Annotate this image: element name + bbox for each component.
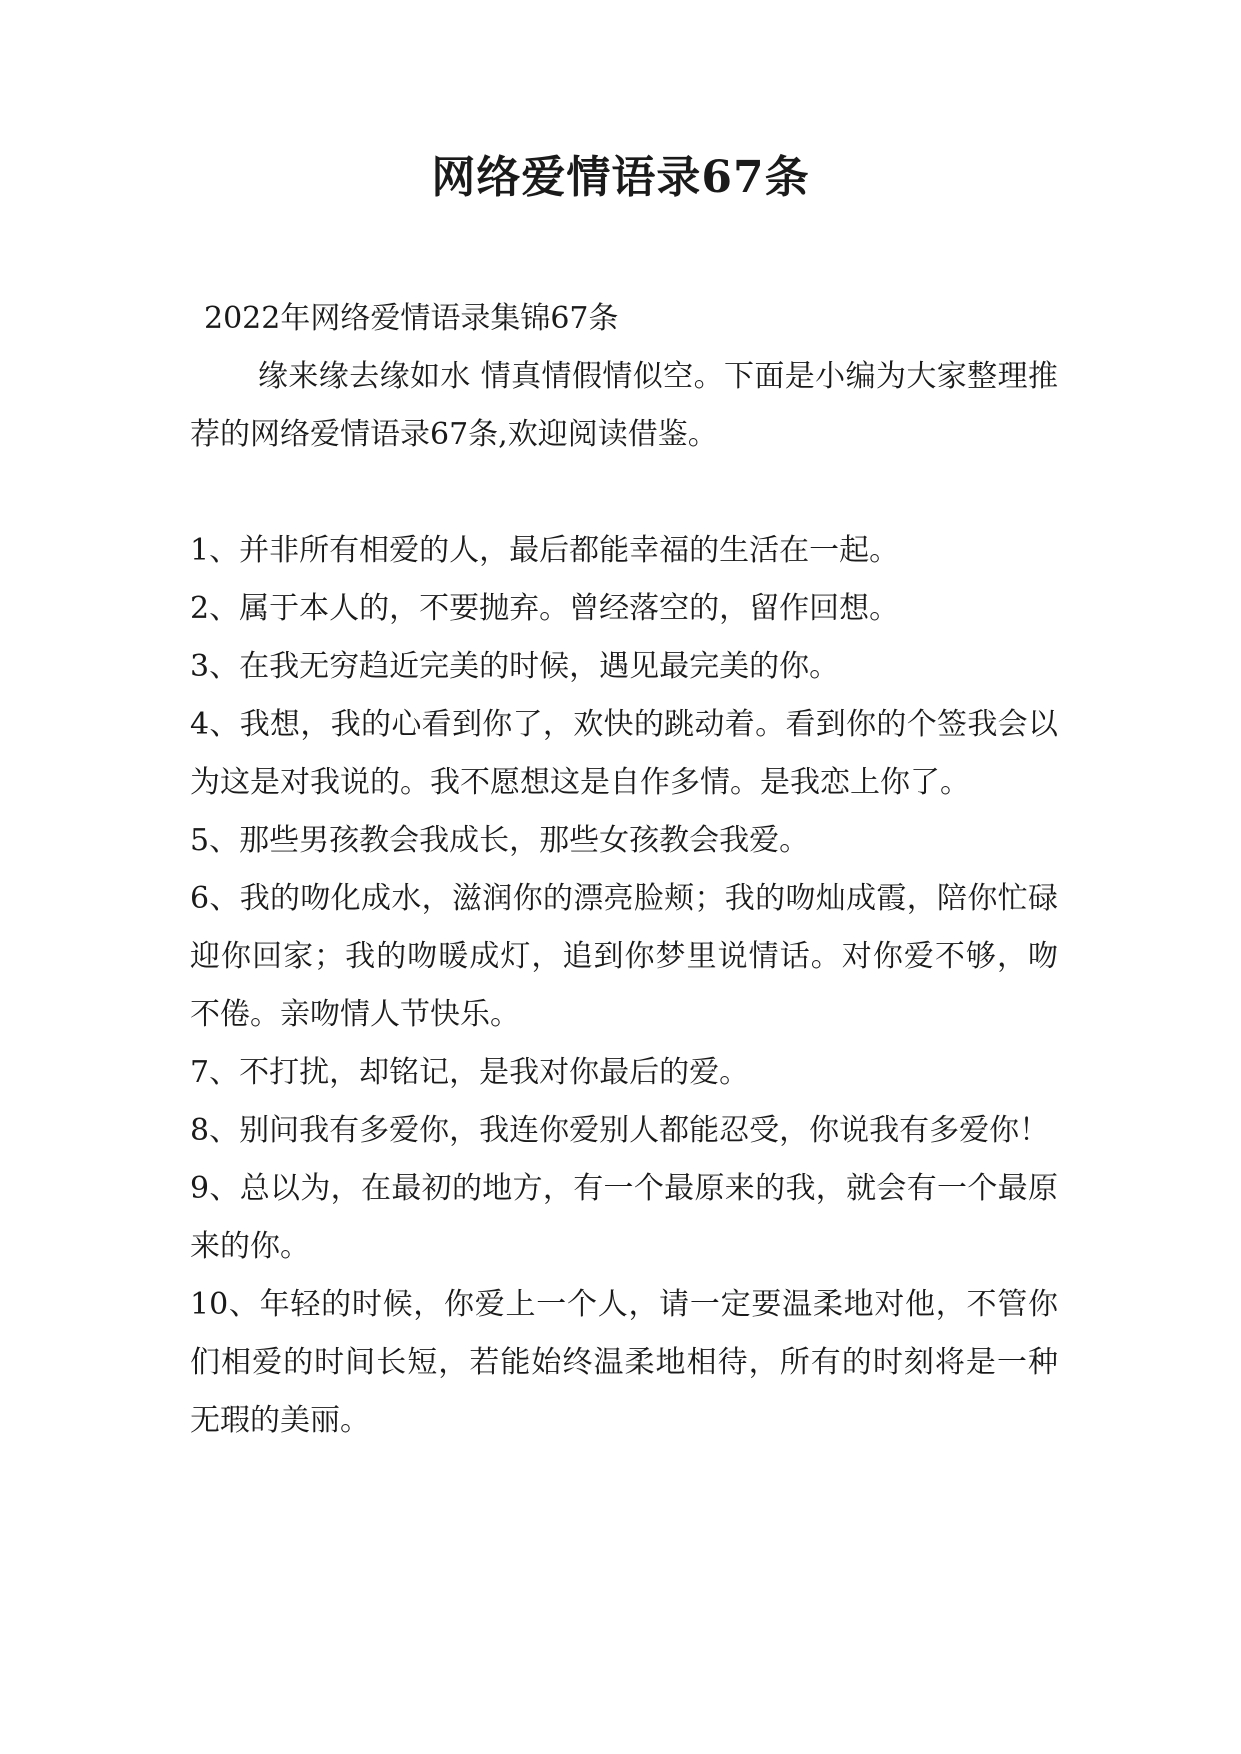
document-body <box>190 290 1058 1450</box>
quote-item: 5、那些男孩教会我成长，那些女孩教会我爱。 <box>190 823 810 858</box>
quote-item: 4、我想，我的心看到你了，欢快的跳动着。看到你的个签我会以为这是对我说的。我不愿想这是自作多情。是我恋上你了。 <box>190 707 1058 800</box>
quote-item: 8、别问我有多爱你，我连你爱别人都能忍受，你说我有多爱你！ <box>190 1113 1050 1148</box>
quote-item: 9、总以为，在最初的地方，有一个最原来的我，就会有一个最原来的你。 <box>190 1171 1058 1264</box>
quote-item: 3、在我无穷趋近完美的时候，遇见最完美的你。 <box>190 649 840 684</box>
quote-item: 2、属于本人的，不要抛弃。曾经落空的，留作回想。 <box>190 591 900 626</box>
quote-item: 6、我的吻化成水，滋润你的漂亮脸颊；我的吻灿成霞，陪你忙碌迎你回家；我的吻暖成灯，追到你梦里说情话。对你爱不够，吻不倦。亲吻情人节快乐。 <box>190 881 1058 1032</box>
intro-paragraph: 缘来缘去缘如水 情真情假情似空。下面是小编为大家整理推荐的网络爱情语录67条,欢迎阅读借鉴。 <box>190 359 1058 452</box>
quote-item: 1、并非所有相爱的人，最后都能幸福的生活在一起。 <box>190 533 900 568</box>
quote-item: 10、年轻的时候，你爱上一个人，请一定要温柔地对他，不管你们相爱的时间长短，若能始终温柔地相待，所有的时刻将是一种无瑕的美丽。 <box>190 1287 1058 1438</box>
quote-list <box>190 522 1058 1450</box>
quote-item: 7、不打扰，却铭记，是我对你最后的爱。 <box>190 1055 750 1090</box>
document-subtitle: 2022年网络爱情语录集锦67条 <box>204 301 619 336</box>
page-title: 网络爱情语录67条 <box>431 152 810 203</box>
